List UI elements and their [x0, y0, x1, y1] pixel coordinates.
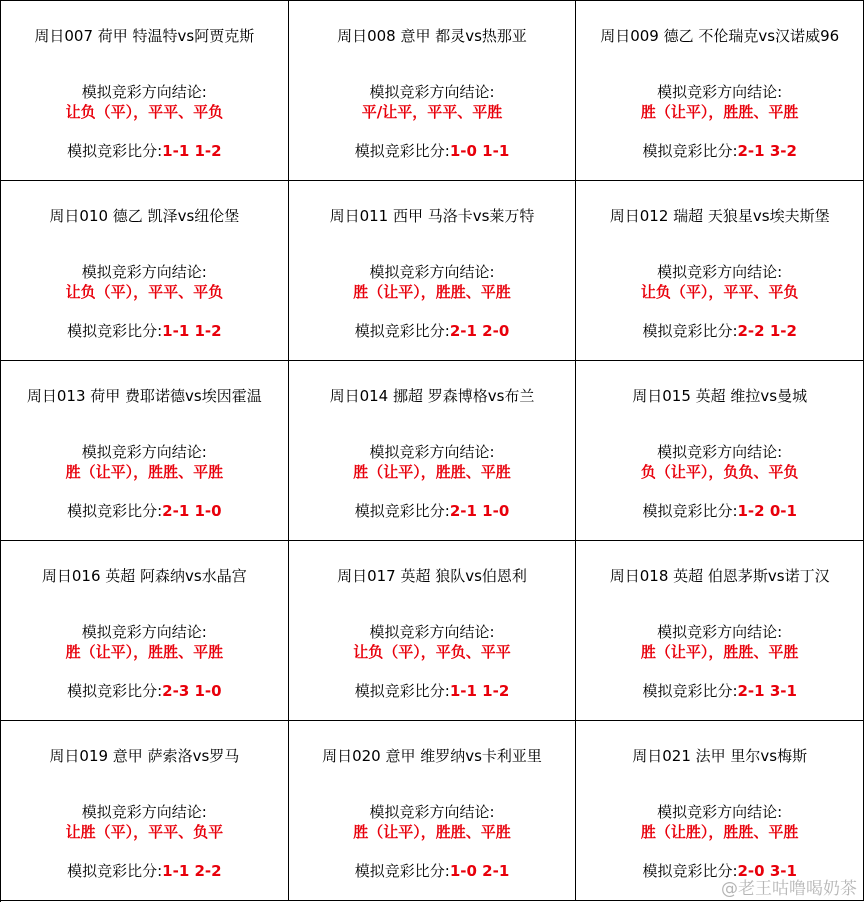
score-value: 2-1 3-1 — [737, 682, 797, 700]
direction-label: 模拟竞彩方向结论: — [657, 263, 783, 281]
score-line — [576, 140, 863, 161]
score-label: 模拟竞彩比分: — [642, 862, 738, 880]
direction-label: 模拟竞彩方向结论: — [657, 83, 783, 101]
match-row — [1, 541, 864, 721]
score-line — [576, 500, 863, 521]
score-value: 2-1 1-0 — [449, 502, 510, 520]
score-label: 模拟竞彩比分: — [67, 502, 163, 520]
score-value: 2-0 3-1 — [737, 862, 797, 880]
match-card — [289, 1, 577, 181]
score-label: 模拟竞彩比分: — [354, 322, 450, 340]
match-title: 周日019 意甲 萨索洛vs罗马 — [49, 747, 240, 765]
direction-value: 胜（让胜），胜胜、平胜 — [640, 823, 799, 841]
match-title: 周日020 意甲 维罗纳vs卡利亚里 — [322, 747, 542, 765]
match-card — [1, 721, 289, 901]
direction-label: 模拟竞彩方向结论: — [369, 263, 495, 281]
direction-value: 胜（让平），胜胜、平胜 — [353, 283, 511, 301]
score-value: 1-0 2-1 — [449, 862, 510, 880]
direction-label: 模拟竞彩方向结论: — [81, 623, 207, 641]
direction-value: 让胜（平），平平、负平 — [65, 823, 224, 841]
match-title: 周日015 英超 维拉vs曼城 — [632, 387, 808, 405]
match-card — [1, 181, 289, 361]
match-title: 周日009 德乙 不伦瑞克vs汉诺威96 — [600, 27, 840, 45]
score-value: 1-0 1-1 — [449, 142, 510, 160]
score-value: 2-3 1-0 — [162, 682, 222, 700]
score-label: 模拟竞彩比分: — [67, 682, 163, 700]
direction-label: 模拟竞彩方向结论: — [657, 623, 783, 641]
direction-label: 模拟竞彩方向结论: — [81, 83, 207, 101]
score-label: 模拟竞彩比分: — [67, 862, 163, 880]
direction-value: 胜（让平），胜胜、平胜 — [65, 643, 224, 661]
score-value: 1-2 0-1 — [737, 502, 797, 520]
score-line — [576, 680, 863, 701]
score-label: 模拟竞彩比分: — [67, 142, 163, 160]
match-card — [576, 181, 864, 361]
direction-label: 模拟竞彩方向结论: — [369, 443, 495, 461]
match-card — [1, 1, 289, 181]
match-title: 周日011 西甲 马洛卡vs莱万特 — [329, 207, 535, 225]
score-line — [1, 320, 288, 341]
match-title: 周日017 英超 狼队vs伯恩利 — [337, 567, 527, 585]
score-value: 2-2 1-2 — [737, 322, 797, 340]
match-title: 周日008 意甲 都灵vs热那亚 — [337, 27, 527, 45]
score-label: 模拟竞彩比分: — [642, 142, 738, 160]
direction-value: 平/让平，平平、平胜 — [361, 103, 503, 121]
score-value: 1-1 1-2 — [449, 682, 510, 700]
score-line — [289, 860, 576, 881]
score-line — [289, 680, 576, 701]
match-card — [576, 1, 864, 181]
match-card — [289, 541, 577, 721]
score-line — [576, 320, 863, 341]
direction-label: 模拟竞彩方向结论: — [81, 803, 207, 821]
match-title: 周日014 挪超 罗森博格vs布兰 — [329, 387, 535, 405]
score-label: 模拟竞彩比分: — [67, 322, 163, 340]
match-card — [289, 721, 577, 901]
score-label: 模拟竞彩比分: — [354, 142, 450, 160]
direction-value: 让负（平），平负、平平 — [353, 643, 511, 661]
match-title: 周日018 英超 伯恩茅斯vs诺丁汉 — [609, 567, 830, 585]
watermark: @老王咕噜喝奶茶 — [721, 879, 857, 899]
match-title: 周日007 荷甲 特温特vs阿贾克斯 — [34, 27, 255, 45]
direction-value: 负（让平），负负、平负 — [640, 463, 799, 481]
score-label: 模拟竞彩比分: — [642, 502, 738, 520]
match-card — [1, 361, 289, 541]
score-line — [1, 860, 288, 881]
direction-label: 模拟竞彩方向结论: — [81, 263, 207, 281]
score-line — [1, 140, 288, 161]
direction-label: 模拟竞彩方向结论: — [81, 443, 207, 461]
score-line — [289, 500, 576, 521]
score-line — [289, 140, 576, 161]
direction-value: 胜（让平），胜胜、平胜 — [353, 823, 511, 841]
score-value: 2-1 2-0 — [449, 322, 510, 340]
score-value: 1-1 2-2 — [162, 862, 222, 880]
score-value: 2-1 3-2 — [737, 142, 797, 160]
score-label: 模拟竞彩比分: — [642, 322, 738, 340]
direction-label: 模拟竞彩方向结论: — [369, 83, 495, 101]
direction-value: 胜（让平），胜胜、平胜 — [640, 103, 799, 121]
match-title: 周日013 荷甲 费耶诺德vs埃因霍温 — [26, 387, 262, 405]
match-card — [289, 181, 577, 361]
score-label: 模拟竞彩比分: — [354, 502, 450, 520]
match-title: 周日010 德乙 凯泽vs纽伦堡 — [49, 207, 240, 225]
match-card — [576, 541, 864, 721]
direction-value: 让负（平），平平、平负 — [65, 283, 224, 301]
direction-value: 胜（让平），胜胜、平胜 — [640, 643, 799, 661]
score-line — [1, 680, 288, 701]
direction-label: 模拟竞彩方向结论: — [657, 443, 783, 461]
direction-value: 胜（让平），胜胜、平胜 — [65, 463, 224, 481]
direction-value: 胜（让平），胜胜、平胜 — [353, 463, 511, 481]
score-label: 模拟竞彩比分: — [354, 682, 450, 700]
score-value: 1-1 1-2 — [162, 142, 222, 160]
score-value: 2-1 1-0 — [162, 502, 222, 520]
direction-label: 模拟竞彩方向结论: — [657, 803, 783, 821]
direction-label: 模拟竞彩方向结论: — [369, 803, 495, 821]
match-card — [1, 541, 289, 721]
match-title: 周日016 英超 阿森纳vs水晶宫 — [41, 567, 247, 585]
score-value: 1-1 1-2 — [162, 322, 222, 340]
match-card — [289, 361, 577, 541]
match-title: 周日012 瑞超 天狼星vs埃夫斯堡 — [609, 207, 830, 225]
score-line — [289, 320, 576, 341]
direction-label: 模拟竞彩方向结论: — [369, 623, 495, 641]
score-label: 模拟竞彩比分: — [354, 862, 450, 880]
match-row — [1, 1, 864, 181]
match-row — [1, 181, 864, 361]
direction-value: 让负（平），平平、平负 — [65, 103, 224, 121]
score-line — [1, 500, 288, 521]
match-title: 周日021 法甲 里尔vs梅斯 — [632, 747, 808, 765]
match-card — [576, 361, 864, 541]
match-row — [1, 361, 864, 541]
direction-value: 让负（平），平平、平负 — [640, 283, 799, 301]
score-label: 模拟竞彩比分: — [642, 682, 738, 700]
